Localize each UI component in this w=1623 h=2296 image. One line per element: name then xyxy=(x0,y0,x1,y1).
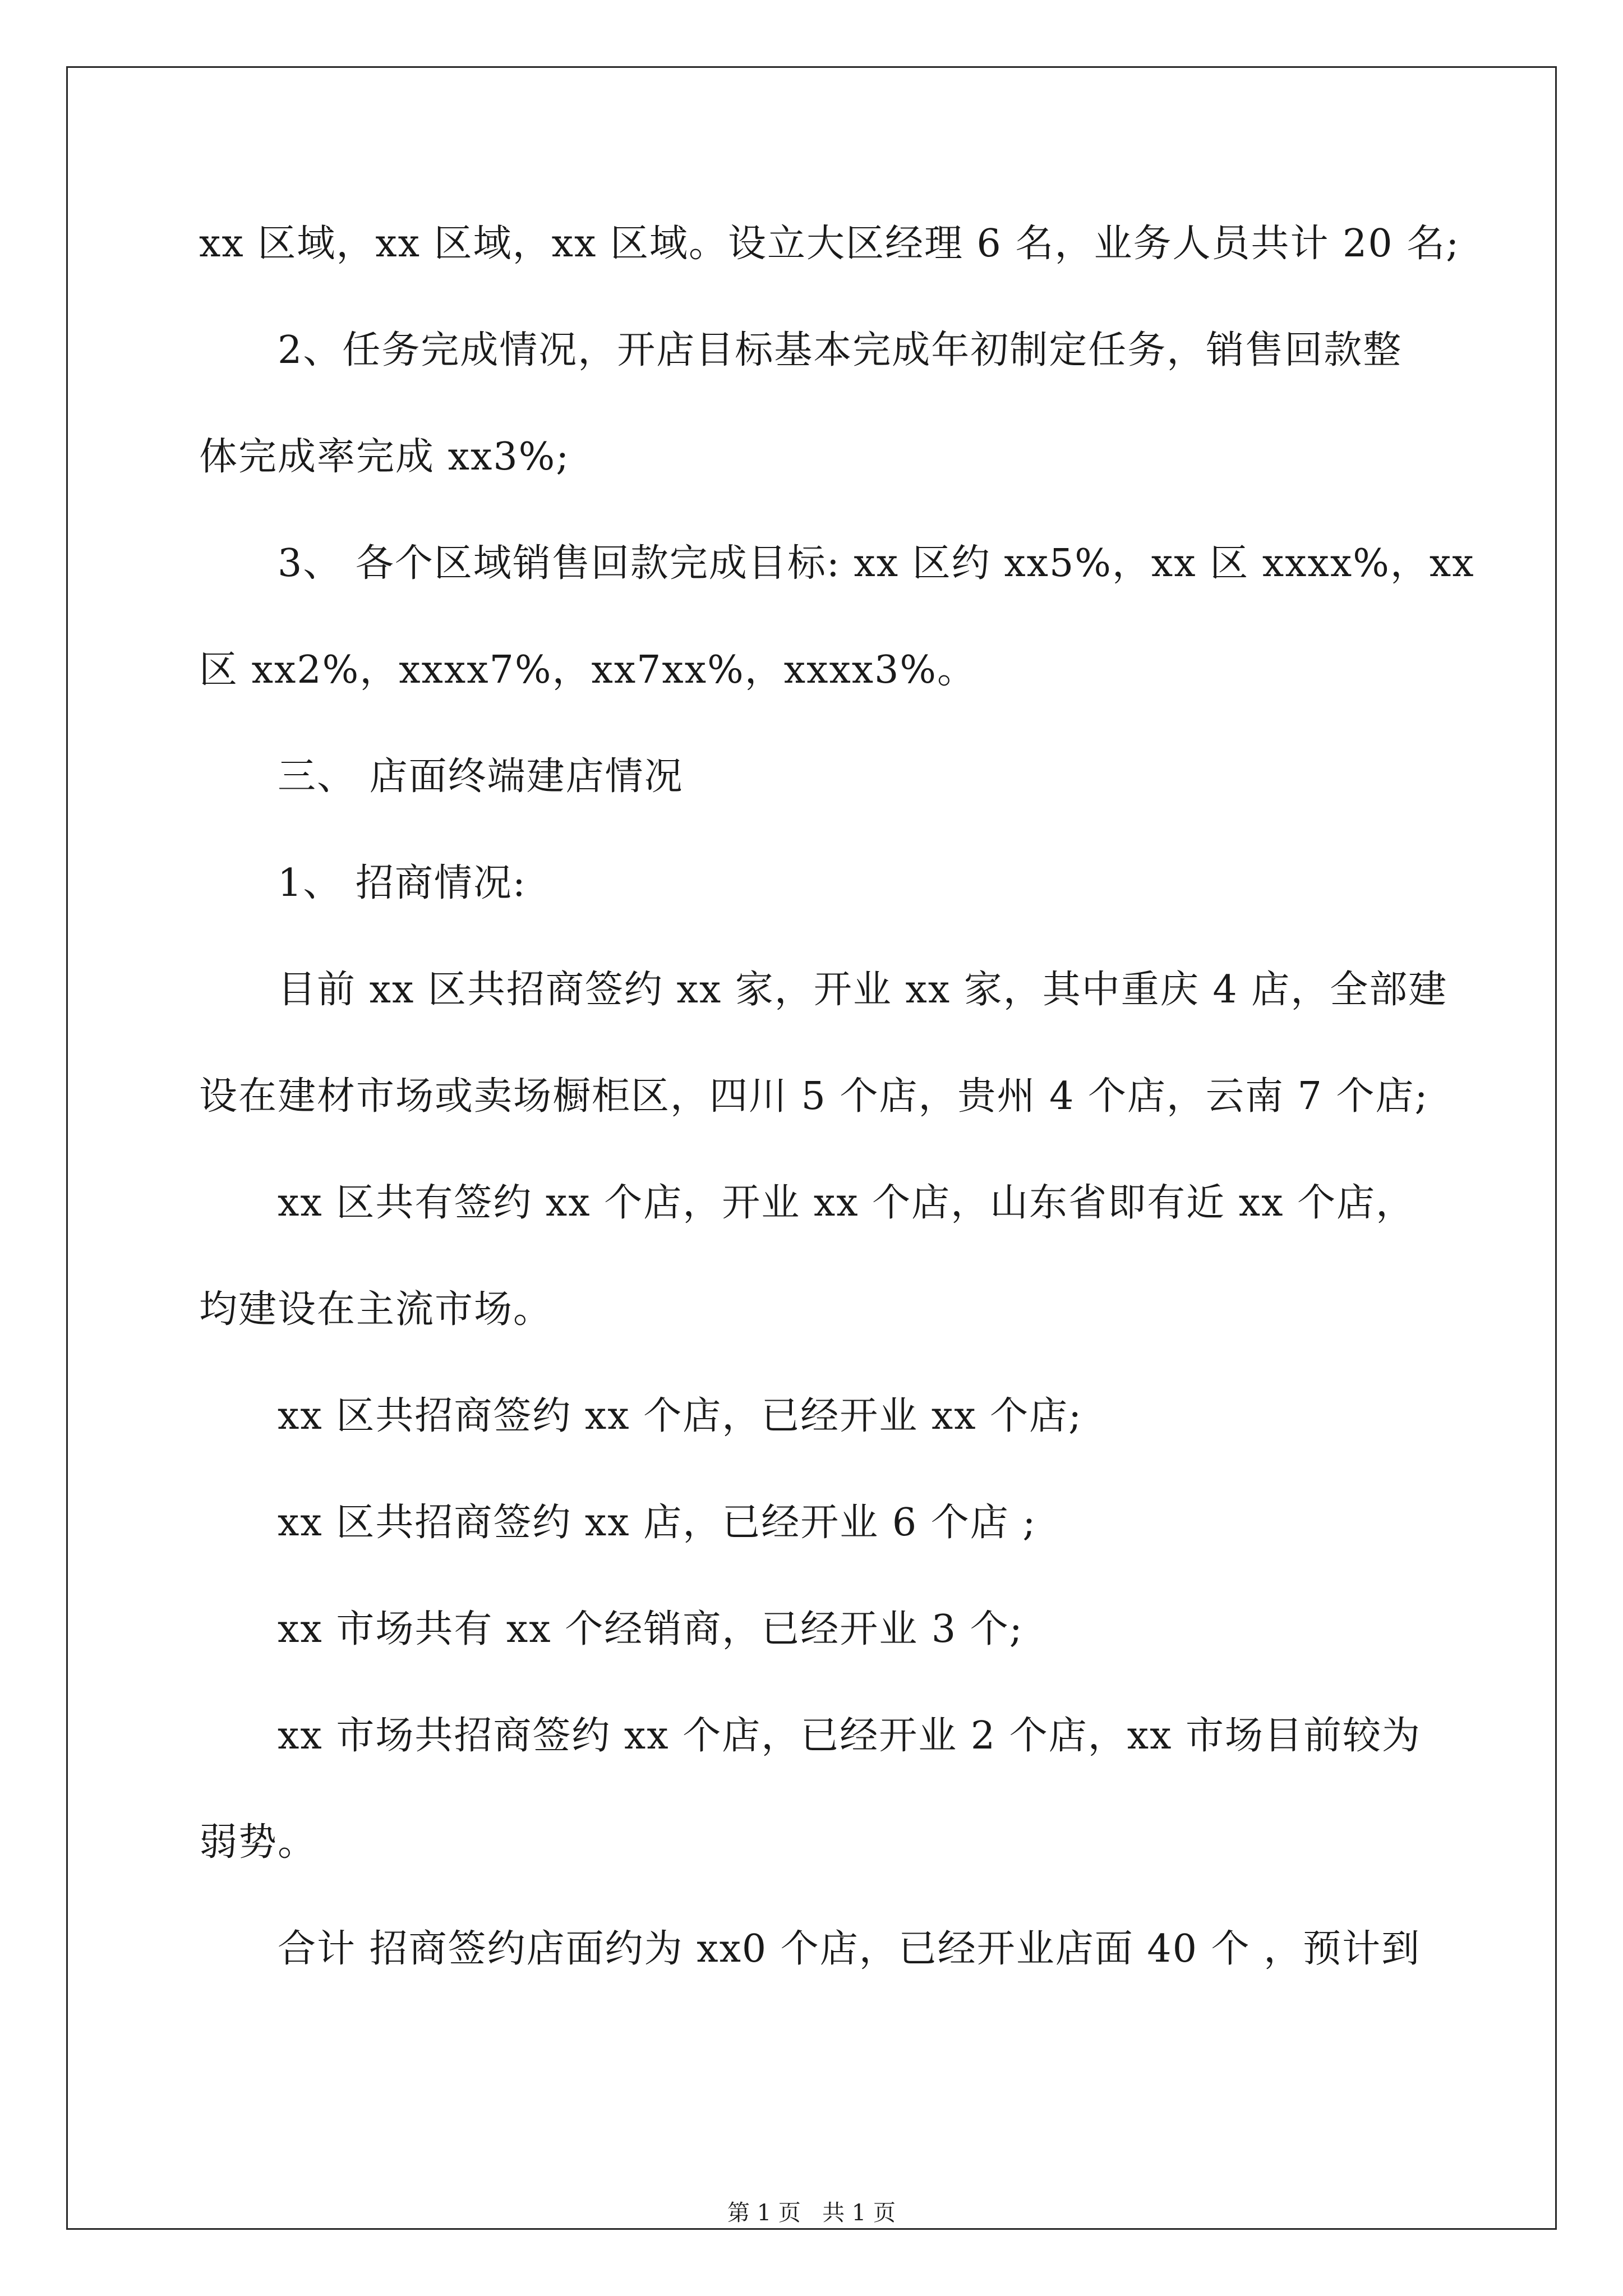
page-number-footer: 第 1 页 共 1 页 xyxy=(727,2200,896,2226)
text-line: 3、 各个区域销售回款完成目标: xx 区约 xx5%，xx 区 xxxx%，xx xyxy=(278,541,1475,586)
text-line: xx 市场共招商签约 xx 个店，已经开业 2 个店，xx 市场目前较为 xyxy=(278,1714,1422,1758)
text-line: 均建设在主流市场。 xyxy=(199,1287,553,1332)
text-line: xx 区共有签约 xx 个店，开业 xx 个店，山东省即有近 xx 个店， xyxy=(278,1181,1415,1225)
text-line: 2、任务完成情况，开店目标基本完成年初制定任务，销售回款整 xyxy=(278,328,1403,372)
text-line: 体完成率完成 xx3%; xyxy=(199,435,570,479)
text-line: xx 区共招商签约 xx 店，已经开业 6 个店 ; xyxy=(278,1501,1037,1545)
text-line: 区 xx2%，xxxx7%，xx7xx%，xxxx3%。 xyxy=(199,648,977,692)
text-line: xx 区共招商签约 xx 个店，已经开业 xx 个店; xyxy=(278,1394,1083,1438)
text-line: xx 区域，xx 区域，xx 区域。设立大区经理 6 名，业务人员共计 20 名; xyxy=(199,222,1460,266)
text-line: 设在建材市场或卖场橱柜区，四川 5 个店，贵州 4 个店，云南 7 个店; xyxy=(199,1074,1429,1119)
text-line: 合计 招商签约店面约为 xx0 个店，已经开业店面 40 个 ，预计到 xyxy=(278,1927,1421,1971)
page-border xyxy=(66,66,1557,2230)
text-line: 弱势。 xyxy=(199,1820,317,1865)
text-line: xx 市场共有 xx 个经销商，已经开业 3 个; xyxy=(278,1607,1023,1651)
section-heading: 三、 店面终端建店情况 xyxy=(278,754,684,799)
text-line: 目前 xx 区共招商签约 xx 家，开业 xx 家，其中重庆 4 店，全部建 xyxy=(278,968,1448,1012)
subsection-heading: 1、 招商情况: xyxy=(278,861,527,905)
